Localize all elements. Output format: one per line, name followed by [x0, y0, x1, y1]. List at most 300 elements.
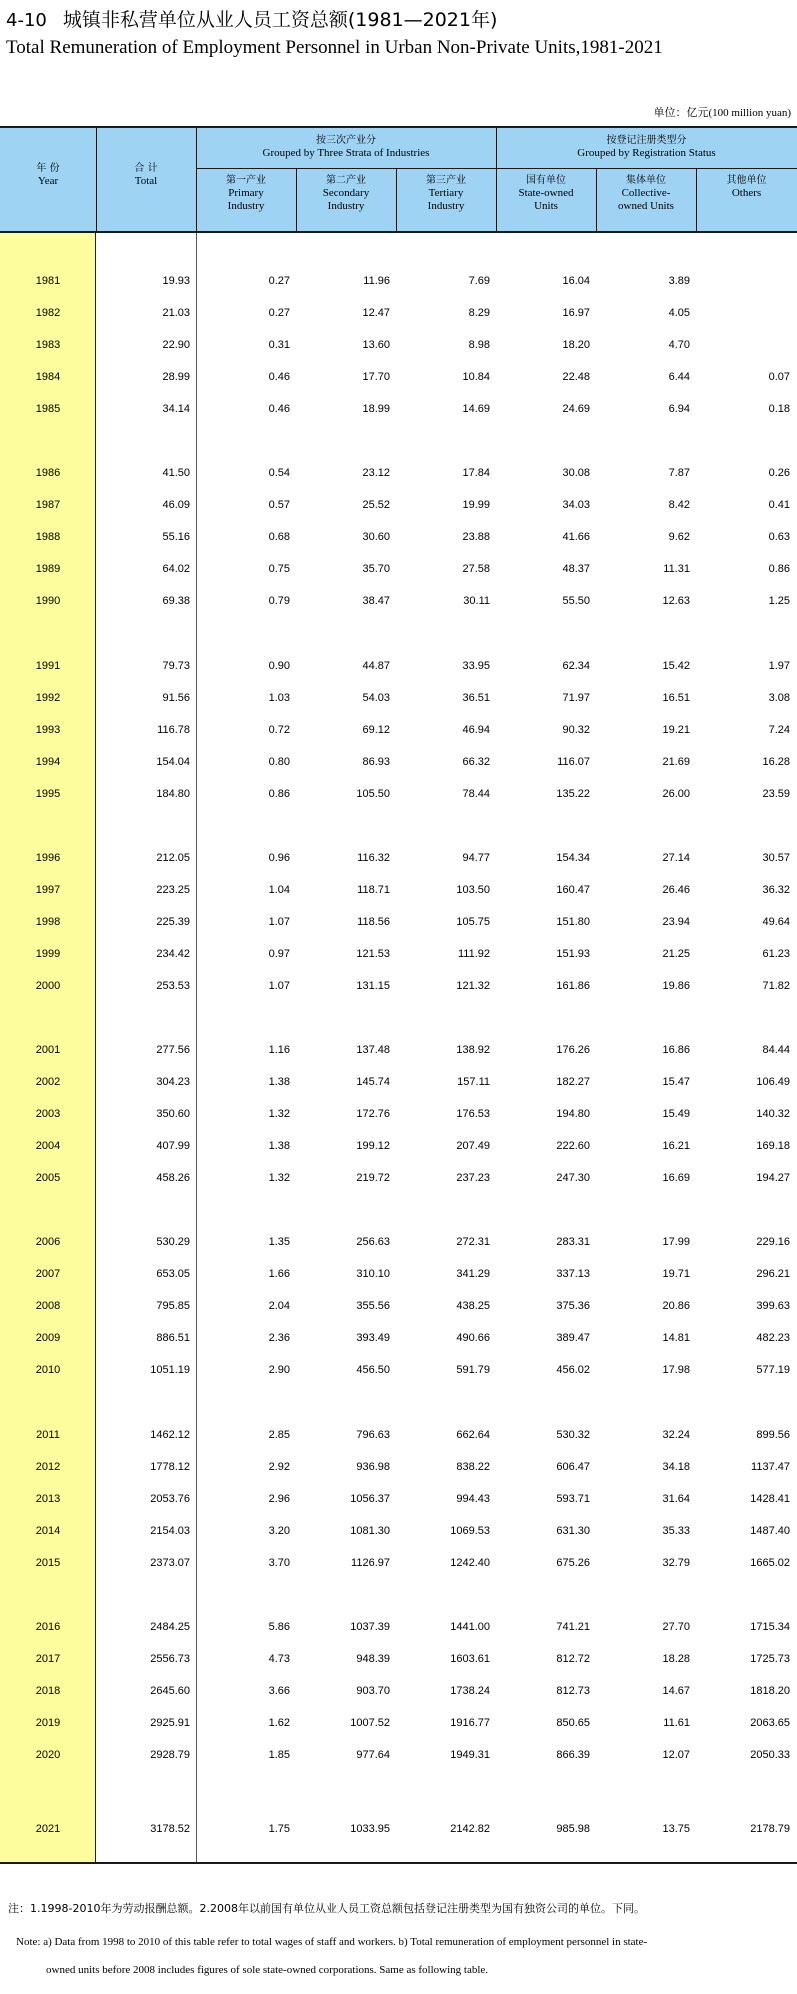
year-cell: 2001: [35, 1044, 61, 1056]
header-total-en: Total: [134, 175, 158, 187]
value-cell: 389.47: [556, 1332, 590, 1344]
header-divider: [296, 168, 297, 233]
value-cell: 17.84: [462, 467, 490, 479]
value-cell: 36.32: [762, 884, 790, 896]
value-cell: 2928.79: [150, 1749, 190, 1761]
header-year-en: Year: [37, 175, 59, 187]
value-cell: 13.75: [662, 1823, 690, 1835]
value-cell: 2178.79: [750, 1823, 790, 1835]
year-cell: 2014: [35, 1525, 61, 1537]
value-cell: 0.86: [268, 788, 290, 800]
value-cell: 1.75: [268, 1823, 290, 1835]
value-cell: 19.86: [662, 980, 690, 992]
value-cell: 1.32: [268, 1108, 290, 1120]
value-cell: 14.69: [462, 403, 490, 415]
header-group1-cn: 按三次产业分: [316, 135, 376, 146]
value-cell: 375.36: [556, 1300, 590, 1312]
year-cell: 2017: [35, 1653, 61, 1665]
value-cell: 30.08: [562, 467, 590, 479]
year-cell: 1996: [35, 852, 61, 864]
table-row: [0, 913, 797, 931]
value-cell: 1462.12: [150, 1429, 190, 1441]
value-cell: 135.22: [556, 788, 590, 800]
value-cell: 1603.61: [450, 1653, 490, 1665]
value-cell: 131.15: [356, 980, 390, 992]
value-cell: 27.70: [662, 1621, 690, 1633]
value-cell: 66.32: [462, 756, 490, 768]
value-cell: 0.96: [268, 852, 290, 864]
value-cell: 15.49: [662, 1108, 690, 1120]
value-cell: 1949.31: [450, 1749, 490, 1761]
value-cell: 49.64: [762, 916, 790, 928]
value-cell: 31.64: [662, 1493, 690, 1505]
table-row: [0, 1682, 797, 1700]
value-cell: 1818.20: [750, 1685, 790, 1697]
page-title-en: Total Remuneration of Employment Personnel in Urban Non-Private Units,1981-2021: [6, 37, 663, 58]
year-cell: 1990: [35, 595, 61, 607]
value-cell: 482.23: [756, 1332, 790, 1344]
value-cell: 1441.00: [450, 1621, 490, 1633]
value-cell: 111.92: [457, 948, 490, 960]
value-cell: 36.51: [462, 692, 490, 704]
year-cell: 1981: [35, 275, 61, 287]
value-cell: 71.82: [762, 980, 790, 992]
value-cell: 151.93: [556, 948, 590, 960]
table-row: [0, 1297, 797, 1315]
header-group-registration: [496, 134, 797, 160]
value-cell: 71.97: [562, 692, 590, 704]
value-cell: 16.28: [762, 756, 790, 768]
header-tertiary-en2: Industry: [427, 200, 465, 212]
value-cell: 0.27: [268, 307, 290, 319]
value-cell: 3178.52: [150, 1823, 190, 1835]
value-cell: 1.97: [768, 660, 790, 672]
year-cell: 1991: [35, 660, 61, 672]
value-cell: 12.47: [362, 307, 390, 319]
value-cell: 79.73: [162, 660, 190, 672]
value-cell: 194.27: [756, 1172, 790, 1184]
value-cell: 337.13: [556, 1268, 590, 1280]
value-cell: 38.47: [362, 595, 390, 607]
value-cell: 22.48: [562, 371, 590, 383]
value-cell: 19.71: [662, 1268, 690, 1280]
value-cell: 34.03: [562, 499, 590, 511]
value-cell: 118.71: [357, 884, 390, 896]
header-year-cn: 年 份: [36, 163, 60, 174]
table-row: [0, 753, 797, 771]
value-cell: 1.25: [768, 595, 790, 607]
value-cell: 17.99: [662, 1236, 690, 1248]
unit-en: (100 million yuan): [708, 107, 791, 119]
value-cell: 1.04: [268, 884, 290, 896]
header-divider: [396, 168, 397, 233]
value-cell: 866.39: [556, 1749, 590, 1761]
value-cell: 490.66: [456, 1332, 490, 1344]
header-primary-en2: Industry: [227, 200, 265, 212]
value-cell: 2050.33: [750, 1749, 790, 1761]
value-cell: 32.79: [662, 1557, 690, 1569]
value-cell: 103.50: [456, 884, 490, 896]
value-cell: 13.60: [362, 339, 390, 351]
value-cell: 0.86: [768, 563, 790, 575]
value-cell: 2556.73: [150, 1653, 190, 1665]
value-cell: 1.32: [268, 1172, 290, 1184]
value-cell: 1.35: [268, 1236, 290, 1248]
table-row: [0, 1458, 797, 1476]
value-cell: 22.90: [162, 339, 190, 351]
value-cell: 23.12: [362, 467, 390, 479]
table-row: [0, 1361, 797, 1379]
value-cell: 30.57: [762, 852, 790, 864]
value-cell: 936.98: [356, 1461, 390, 1473]
value-cell: 458.26: [156, 1172, 190, 1184]
year-cell: 1999: [35, 948, 61, 960]
year-cell: 2006: [35, 1236, 61, 1248]
value-cell: 10.84: [462, 371, 490, 383]
table-row: [0, 1265, 797, 1283]
value-cell: 1778.12: [150, 1461, 190, 1473]
table-row: [0, 721, 797, 739]
header-year: [0, 162, 96, 188]
value-cell: 18.20: [562, 339, 590, 351]
value-cell: 6.44: [668, 371, 690, 383]
value-cell: 2.04: [268, 1300, 290, 1312]
value-cell: 7.69: [468, 275, 490, 287]
table-row: [0, 1169, 797, 1187]
value-cell: 456.02: [556, 1364, 590, 1376]
value-cell: 631.30: [556, 1525, 590, 1537]
value-cell: 1037.39: [350, 1621, 390, 1633]
value-cell: 33.95: [462, 660, 490, 672]
table-row: [0, 560, 797, 578]
year-cell: 2015: [35, 1557, 61, 1569]
value-cell: 591.79: [456, 1364, 490, 1376]
header-collective-en2: owned Units: [618, 200, 674, 212]
value-cell: 137.48: [356, 1044, 390, 1056]
table-row: [0, 1233, 797, 1251]
header-divider: [96, 128, 97, 233]
header-state-en1: State-owned: [518, 187, 574, 199]
value-cell: 176.26: [556, 1044, 590, 1056]
value-cell: 61.23: [762, 948, 790, 960]
value-cell: 0.79: [268, 595, 290, 607]
value-cell: 1056.37: [350, 1493, 390, 1505]
value-cell: 1665.02: [750, 1557, 790, 1569]
value-cell: 653.05: [156, 1268, 190, 1280]
table-row: [0, 368, 797, 386]
value-cell: 2063.65: [750, 1717, 790, 1729]
value-cell: 15.47: [662, 1076, 690, 1088]
header-divider: [196, 128, 197, 233]
value-cell: 19.93: [162, 275, 190, 287]
year-cell: 2018: [35, 1685, 61, 1697]
value-cell: 172.76: [356, 1108, 390, 1120]
value-cell: 16.51: [662, 692, 690, 704]
table-row: [0, 689, 797, 707]
year-cell: 2002: [35, 1076, 61, 1088]
note-en: [16, 1928, 776, 1984]
value-cell: 812.73: [556, 1685, 590, 1697]
title-cn-text: 城镇非私营单位从业人员工资总额(1981—2021年): [62, 9, 498, 31]
header-others-cn: 其他单位: [726, 175, 767, 186]
table-row: [0, 1041, 797, 1059]
value-cell: 19.99: [462, 499, 490, 511]
value-cell: 0.26: [768, 467, 790, 479]
page-title-cn: [6, 8, 497, 33]
value-cell: 55.16: [162, 531, 190, 543]
value-cell: 12.63: [662, 595, 690, 607]
value-cell: 46.94: [462, 724, 490, 736]
value-cell: 1487.40: [750, 1525, 790, 1537]
value-cell: 140.32: [756, 1108, 790, 1120]
header-divider: [496, 128, 497, 233]
value-cell: 199.12: [356, 1140, 390, 1152]
value-cell: 407.99: [156, 1140, 190, 1152]
value-cell: 304.23: [156, 1076, 190, 1088]
value-cell: 272.31: [456, 1236, 490, 1248]
value-cell: 12.07: [662, 1749, 690, 1761]
value-cell: 23.88: [462, 531, 490, 543]
table-row: [0, 304, 797, 322]
value-cell: 6.94: [668, 403, 690, 415]
value-cell: 606.47: [556, 1461, 590, 1473]
value-cell: 4.73: [268, 1653, 290, 1665]
value-cell: 0.41: [768, 499, 790, 511]
value-cell: 44.87: [362, 660, 390, 672]
value-cell: 1.16: [268, 1044, 290, 1056]
value-cell: 903.70: [356, 1685, 390, 1697]
value-cell: 9.62: [668, 531, 690, 543]
value-cell: 18.28: [662, 1653, 690, 1665]
value-cell: 182.27: [556, 1076, 590, 1088]
value-cell: 26.46: [662, 884, 690, 896]
value-cell: 28.99: [162, 371, 190, 383]
value-cell: 662.64: [456, 1429, 490, 1441]
value-cell: 1.62: [268, 1717, 290, 1729]
value-cell: 1.07: [268, 980, 290, 992]
value-cell: 1033.95: [350, 1823, 390, 1835]
value-cell: 54.03: [362, 692, 390, 704]
value-cell: 0.57: [268, 499, 290, 511]
value-cell: 15.42: [662, 660, 690, 672]
header-primary-en1: Primary: [228, 187, 264, 199]
value-cell: 2154.03: [150, 1525, 190, 1537]
value-cell: 69.12: [362, 724, 390, 736]
value-cell: 1916.77: [450, 1717, 490, 1729]
header-primary: [196, 174, 296, 213]
value-cell: 795.85: [156, 1300, 190, 1312]
value-cell: 0.54: [268, 467, 290, 479]
value-cell: 2484.25: [150, 1621, 190, 1633]
value-cell: 106.49: [756, 1076, 790, 1088]
value-cell: 850.65: [556, 1717, 590, 1729]
value-cell: 1.03: [268, 692, 290, 704]
table-row: [0, 528, 797, 546]
header-tertiary-en1: Tertiary: [428, 187, 464, 199]
value-cell: 0.90: [268, 660, 290, 672]
table-row: [0, 400, 797, 418]
value-cell: 0.27: [268, 275, 290, 287]
value-cell: 55.50: [562, 595, 590, 607]
table-header: [0, 126, 797, 233]
value-cell: 530.29: [156, 1236, 190, 1248]
table-row: [0, 1073, 797, 1091]
value-cell: 593.71: [556, 1493, 590, 1505]
header-tertiary: [396, 174, 496, 213]
value-cell: 138.92: [456, 1044, 490, 1056]
value-cell: 225.39: [156, 916, 190, 928]
table-row: [0, 1329, 797, 1347]
table-row: [0, 1746, 797, 1764]
value-cell: 5.86: [268, 1621, 290, 1633]
value-cell: 184.80: [156, 788, 190, 800]
table-row: [0, 977, 797, 995]
table-row: [0, 1490, 797, 1508]
value-cell: 234.42: [156, 948, 190, 960]
value-cell: 30.11: [463, 595, 490, 607]
table-row: [0, 785, 797, 803]
header-tertiary-cn: 第三产业: [426, 175, 466, 186]
value-cell: 118.56: [357, 916, 390, 928]
table-row: [0, 1522, 797, 1540]
value-cell: 4.70: [668, 339, 690, 351]
table-row: [0, 657, 797, 675]
value-cell: 169.18: [756, 1140, 790, 1152]
value-cell: 41.66: [562, 531, 590, 543]
value-cell: 1.66: [268, 1268, 290, 1280]
value-cell: 194.80: [556, 1108, 590, 1120]
value-cell: 84.44: [762, 1044, 790, 1056]
unit-label: [654, 104, 792, 120]
year-cell: 1989: [35, 563, 61, 575]
year-cell: 2016: [35, 1621, 61, 1633]
value-cell: 1069.53: [450, 1525, 490, 1537]
value-cell: 91.56: [162, 692, 190, 704]
value-cell: 3.89: [668, 275, 690, 287]
value-cell: 157.11: [457, 1076, 490, 1088]
header-divider: [696, 168, 697, 233]
value-cell: 11.61: [663, 1717, 690, 1729]
table-row: [0, 1820, 797, 1838]
value-cell: 19.21: [662, 724, 690, 736]
value-cell: 176.53: [456, 1108, 490, 1120]
value-cell: 62.34: [562, 660, 590, 672]
year-cell: 1998: [35, 916, 61, 928]
value-cell: 3.08: [768, 692, 790, 704]
table-row: [0, 496, 797, 514]
value-cell: 145.74: [356, 1076, 390, 1088]
value-cell: 256.63: [356, 1236, 390, 1248]
value-cell: 1242.40: [450, 1557, 490, 1569]
value-cell: 0.46: [268, 403, 290, 415]
value-cell: 30.60: [362, 531, 390, 543]
value-cell: 3.70: [268, 1557, 290, 1569]
year-cell: 2004: [35, 1140, 61, 1152]
value-cell: 16.04: [562, 275, 590, 287]
value-cell: 219.72: [356, 1172, 390, 1184]
value-cell: 0.97: [268, 948, 290, 960]
header-collective-en1: Collective-: [621, 187, 671, 199]
value-cell: 105.50: [356, 788, 390, 800]
value-cell: 4.05: [668, 307, 690, 319]
value-cell: 2.92: [268, 1461, 290, 1473]
year-cell: 2013: [35, 1493, 61, 1505]
table-row: [0, 464, 797, 482]
value-cell: 0.46: [268, 371, 290, 383]
value-cell: 35.33: [662, 1525, 690, 1537]
value-cell: 78.44: [462, 788, 490, 800]
value-cell: 90.32: [562, 724, 590, 736]
value-cell: 212.05: [156, 852, 190, 864]
value-cell: 86.93: [362, 756, 390, 768]
value-cell: 1715.34: [750, 1621, 790, 1633]
table-row: [0, 881, 797, 899]
value-cell: 8.29: [468, 307, 490, 319]
value-cell: 277.56: [156, 1044, 190, 1056]
header-secondary-en1: Secondary: [322, 187, 370, 199]
year-cell: 2007: [35, 1268, 61, 1280]
value-cell: 46.09: [162, 499, 190, 511]
year-cell: 1987: [35, 499, 61, 511]
value-cell: 341.29: [456, 1268, 490, 1280]
value-cell: 393.49: [356, 1332, 390, 1344]
value-cell: 222.60: [556, 1140, 590, 1152]
header-state-cn: 国有单位: [526, 175, 566, 186]
year-cell: 1988: [35, 531, 61, 543]
value-cell: 1725.73: [750, 1653, 790, 1665]
table-row: [0, 1105, 797, 1123]
year-cell: 1986: [35, 467, 61, 479]
value-cell: 0.63: [768, 531, 790, 543]
value-cell: 69.38: [162, 595, 190, 607]
value-cell: 32.24: [662, 1429, 690, 1441]
table-row: [0, 1554, 797, 1572]
year-cell: 2010: [35, 1364, 61, 1376]
value-cell: 899.56: [756, 1429, 790, 1441]
note-en-line2: owned units before 2008 includes figures of sole state-owned corporations. Same as following table.: [46, 1964, 489, 1976]
value-cell: 154.34: [556, 852, 590, 864]
value-cell: 223.25: [156, 884, 190, 896]
value-cell: 20.86: [662, 1300, 690, 1312]
value-cell: 948.39: [356, 1653, 390, 1665]
value-cell: 812.72: [556, 1653, 590, 1665]
value-cell: 26.00: [662, 788, 690, 800]
value-cell: 577.19: [756, 1364, 790, 1376]
header-others-en1: Others: [731, 187, 762, 199]
value-cell: 2645.60: [150, 1685, 190, 1697]
value-cell: 0.31: [268, 339, 290, 351]
header-divider: [196, 168, 797, 169]
value-cell: 94.77: [462, 852, 490, 864]
value-cell: 17.98: [662, 1364, 690, 1376]
year-cell: 2019: [35, 1717, 61, 1729]
value-cell: 21.69: [662, 756, 690, 768]
value-cell: 207.49: [456, 1140, 490, 1152]
value-cell: 105.75: [456, 916, 490, 928]
value-cell: 23.94: [662, 916, 690, 928]
value-cell: 34.14: [162, 403, 190, 415]
value-cell: 16.21: [662, 1140, 690, 1152]
value-cell: 7.87: [668, 467, 690, 479]
value-cell: 456.50: [356, 1364, 390, 1376]
year-cell: 2020: [35, 1749, 61, 1761]
value-cell: 1.38: [268, 1076, 290, 1088]
value-cell: 11.31: [663, 563, 690, 575]
year-cell: 1984: [35, 371, 61, 383]
value-cell: 0.80: [268, 756, 290, 768]
year-cell: 1985: [35, 403, 61, 415]
table-row: [0, 945, 797, 963]
